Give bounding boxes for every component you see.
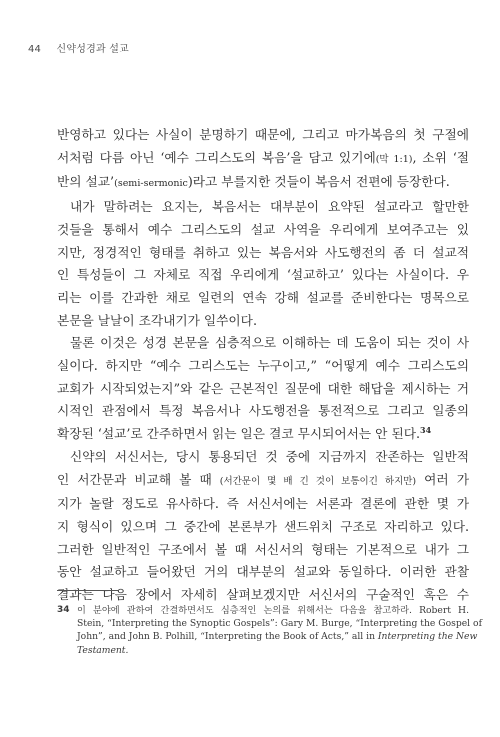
text-line: 그러한 일반적인 구조에서 볼 때 서신서의 형태는 기본적으로 내가 그 (57, 541, 469, 557)
text-line: 서처럼 다름 아닌 ‘예수 그리스도의 복음’을 담고 있기에(막 1:1), 소위 ‘절 (57, 149, 469, 165)
text-line: 신약의 서신서는, 당시 통용되던 것 중에 지금까지 잔존하는 일반적 (70, 448, 469, 464)
book-title: Interpreting the New (377, 631, 478, 643)
text-line: 인 특성들이 그 자체로 직접 우리에게 ‘설교하고’ 있다는 사실이다. 우 (57, 267, 469, 283)
text-line: 지가 놀랄 정도로 유사하다. 즉 서신서에는 서론과 결론에 관한 몇 가 (57, 496, 469, 512)
paragraph (57, 196, 469, 332)
text-line: 반영하고 있다는 사실이 분명하기 때문에, 그리고 마가복음의 첫 구절에 (57, 127, 469, 142)
scripture-reference: (막 1:1) (375, 153, 413, 165)
text-line: 것들을 통해서 예수 그리스도의 설교 사역을 우리에게 보여주고는 있 (57, 221, 469, 237)
book-title: Testament. (77, 644, 129, 656)
footnote-text (77, 604, 482, 657)
text-line: 확장된 ‘설교’로 간주하면서 읽는 일은 결코 무시되어서는 안 된다.$^{34}$ (57, 424, 432, 442)
text-line: 지만, 정경적인 형태를 취하고 있는 복음서와 사도행전의 좀 더 설교적 (57, 244, 469, 260)
footnote (57, 604, 482, 657)
running-header (28, 40, 129, 55)
footnote-separator (57, 590, 119, 591)
text-line: 동안 설교하고 들어왔던 거의 대부분의 설교와 동일하다. 이러한 관찰 (57, 564, 469, 580)
paragraph (57, 124, 469, 196)
paragraph (57, 446, 469, 607)
footnote-line: John”, and John B. Polhill, “Interpreting the Book of Acts,” all in Interpreting the New (77, 631, 478, 643)
text-line: 실이다. 하지만 “예수 그리스도는 누구이고,” “어떻게 예수 그리스도의 (57, 358, 469, 374)
paragraph (57, 332, 469, 446)
text-line: 결과는 다음 장에서 자세히 살펴보겠지만 서신서의 구술적인 혹은 수 (57, 587, 469, 603)
text-line: 인 서간문과 비교해 볼 때 (서간문이 몇 배 긴 것이 보통이긴 하지만) 여러 가 (57, 471, 469, 487)
text-line: 본문을 날날이 조각내기가 일쑤이다. (57, 312, 257, 328)
text-line: 내가 말하려는 요지는, 복음서는 대부분이 요약된 설교라고 할만한 (70, 199, 469, 215)
running-title: 신약성경과 설교 (56, 44, 129, 55)
footnote-marker[interactable]: 34 (420, 424, 432, 435)
text-line: 반의 설교’(semi-sermonic)라고 부를지한 것들이 복음서 전편에 등장한다. (57, 174, 450, 190)
footnote-number: 34 (57, 605, 70, 615)
footnote-line: 이 분야에 관하여 간결하면서도 심층적인 논의를 위해서는 다음을 참고하라. Robert H. (77, 605, 469, 616)
text-line: 시적인 관점에서 특정 복음서나 사도행전을 통전적으로 그리고 일종의 (57, 403, 469, 419)
text-line: 교회가 시작되었는지”와 같은 근본적인 질문에 대한 해답을 제시하는 거 (57, 380, 469, 396)
parenthetical-note: (서간문이 몇 배 긴 것이 보통이긴 하지만) (219, 475, 417, 487)
page-number: 44 (28, 44, 42, 55)
body-text (57, 124, 469, 607)
footnote-line: Stein, “Interpreting the Synoptic Gospels”: Gary M. Burge, “Interpreting the Gospel of (77, 618, 482, 630)
footnote-line (77, 644, 469, 657)
text-line: 리는 이를 간과한 채로 일련의 연속 강해 설교를 준비한다는 명목으로 (57, 289, 469, 305)
text-line: 물론 이것은 성경 본문을 심층적으로 이해하는 데 도움이 되는 것이 사 (70, 335, 469, 351)
term-annotation: semi-sermonic (117, 178, 188, 190)
text-line: 지 형식이 있으며 그 중간에 본론부가 샌드위치 구조로 자리하고 있다. (57, 518, 469, 534)
